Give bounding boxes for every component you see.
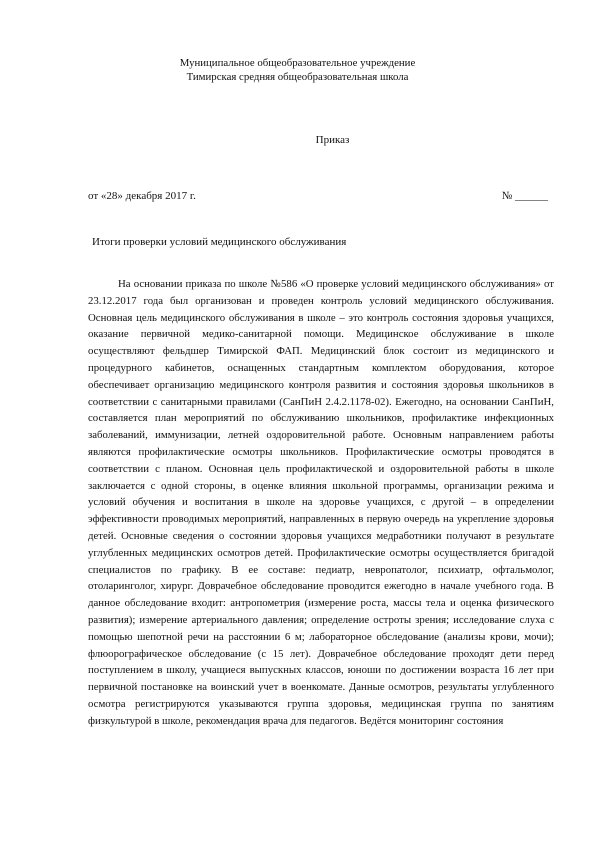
header-line-institution-type: Муниципальное общеобразовательное учреждение — [179, 57, 416, 69]
order-title: Приказ — [315, 134, 350, 146]
header-line-school-name: Тимирская средняя общеобразовательная школа — [186, 70, 409, 83]
order-number: № ______ — [501, 190, 548, 202]
order-date-number-line — [88, 190, 548, 202]
order-date: от «28» декабря 2017 г. — [88, 190, 196, 202]
order-subject: Итоги проверки условий медицинского обслуживания — [92, 236, 347, 248]
order-body-paragraph: На основании приказа по школе №586 «О проверке условий медицинского обслуживания» от 23.12.2017 года был организован и проведен контроль условий медицинского обслуживания. Основная цель медицинского обслуживания в школе – это контроль состояния здоровья учащихся, оказание первичной медико-санитарной помощи. Медицинское обслуживание в школе осуществляют фельдшер Тимирской ФАП. Медицинский блок состоит из медицинского и процедурного кабинетов, оснащенных стандартным комплектом оборудования, которое обеспечивает организацию медицинского контроля развития и состояния здоровья школьников в соответствии с санитарными правилами (СанПиН 2.4.2.1178-02). Ежегодно, на основании СанПиН, составляется план мероприятий по обслуживанию школьников, профилактике инфекционных заболеваний, иммунизации, летней оздоровительной работе. Основным направлением работы являются профилактические осмотры школьников. Профилактические осмотры проводятся в соответствии с планом. Основная цель профилактической и оздоровительной работы в школе заключается с одной стороны, в оценке влияния школьной программы, организации режима и условий обучения и воспитания в школе на здоровье учащихся, с другой – в определении эффективности проводимых мероприятий, направленных в первую очередь на укрепление здоровья детей. Основные сведения о состоянии здоровья учащихся медработники получают в результате углубленных медицинских осмотров детей. Профилактические осмотры осуществляется бригадой специалистов по графику. В ее составе: педиатр, невропатолог, психиатр, офтальмолог, отоларинголог, хирург. Доврачебное обследование проводится ежегодно в начале учебного года. В данное обследование входит: антропометрия (измерение роста, массы тела и оценка физического развития); измерение артериального давления; определение остроты зрения; исследование слуха с помощью шепотной речи на расстоянии 6 м; лабораторное обследование (анализы крови, мочи); флюорографическое обследование (с 15 лет). Доврачебное обследование проходят дети перед поступлением в школу, учащиеся выпускных классов, юноши по достижении возраста 16 лет при первичной постановке на воинский учет в военкомате. Данные осмотров, результаты углубленного осмотра регистрируются указываются группа здоровья, медицинская группа по занятиям физкультурой в школе, рекомендация врача для педагогов. Ведётся мониторинг состояния — [88, 278, 554, 727]
school-header — [0, 57, 595, 84]
